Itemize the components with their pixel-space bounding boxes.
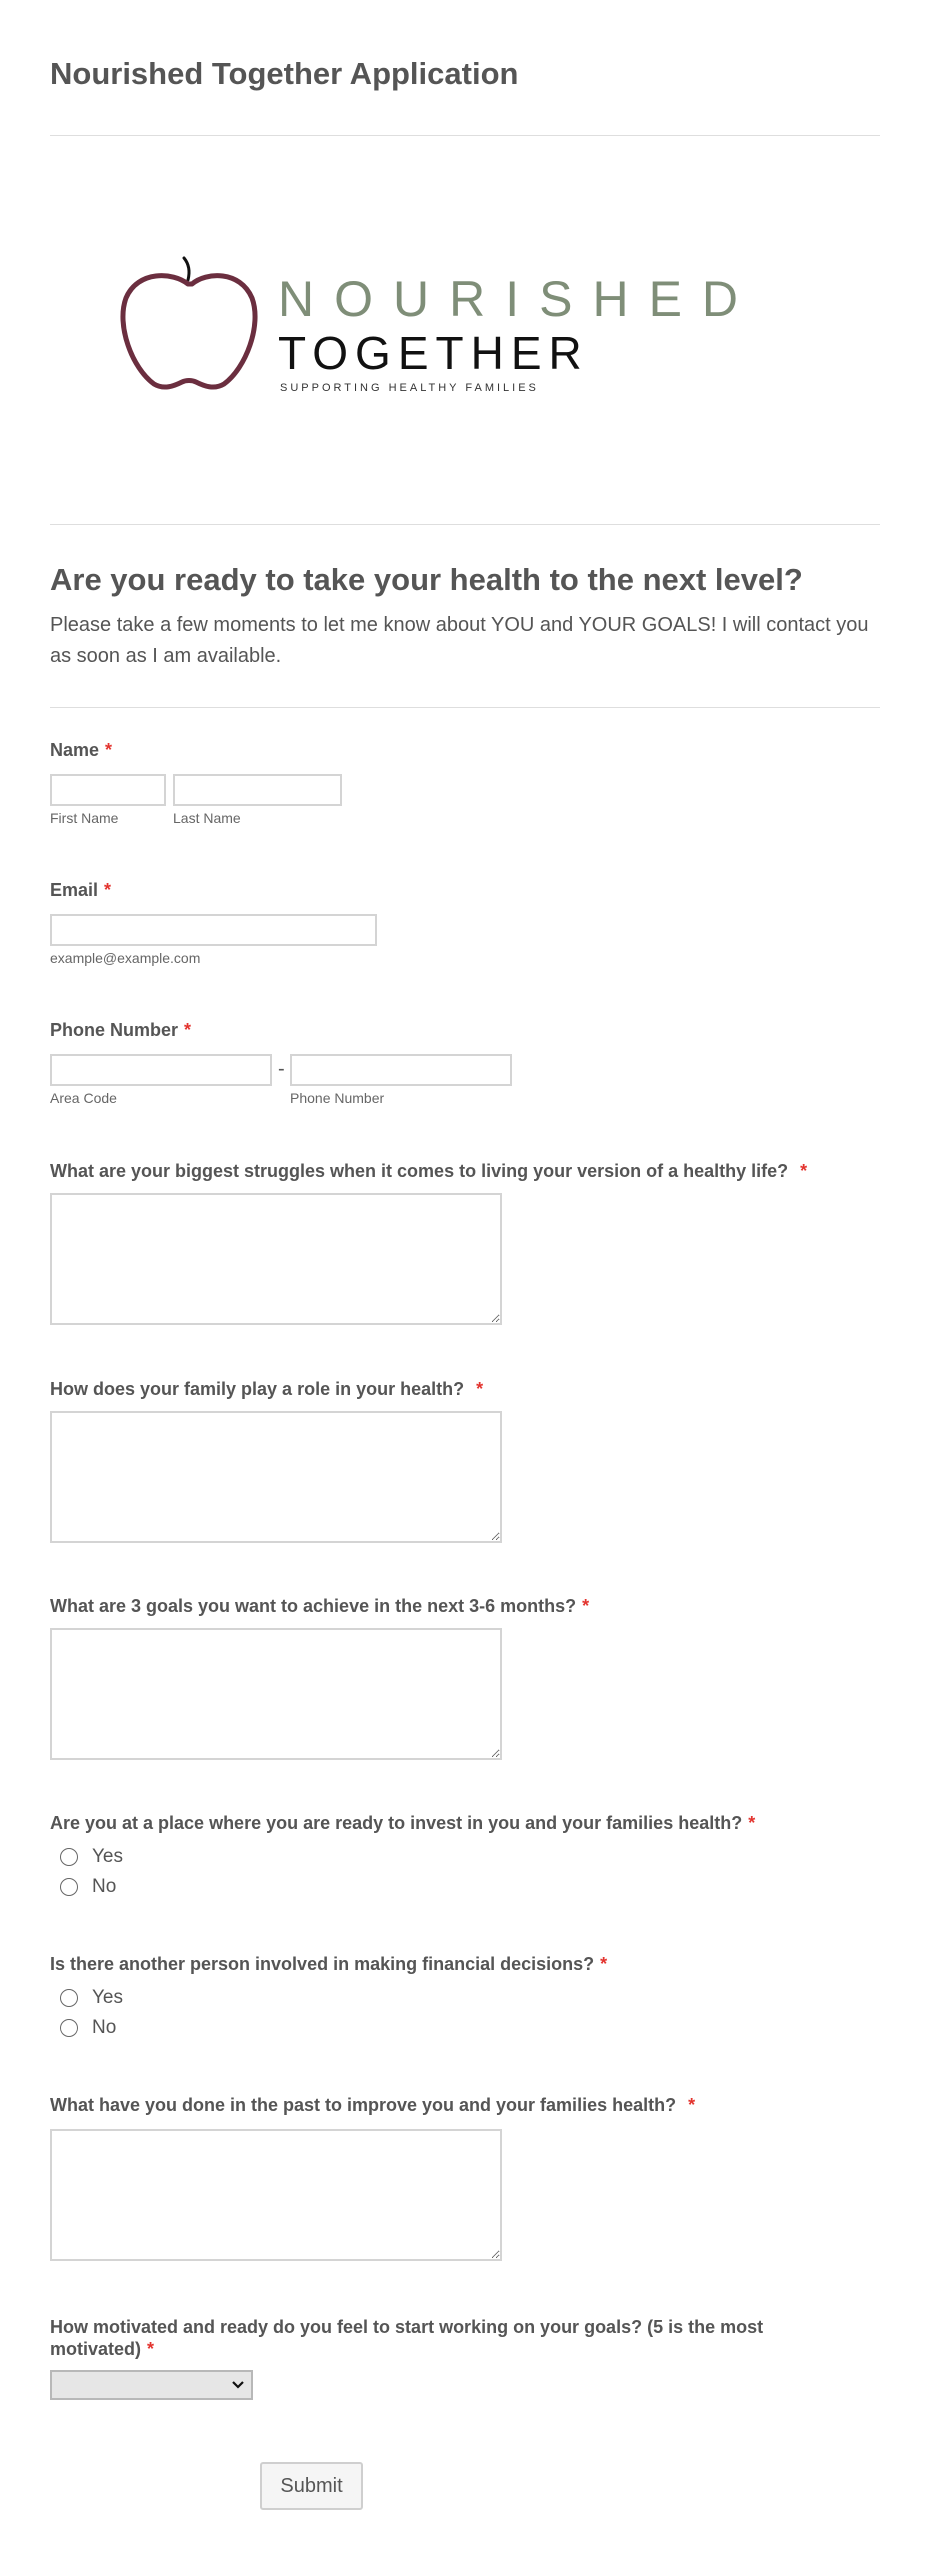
logo-tagline: SUPPORTING HEALTHY FAMILIES — [280, 382, 539, 394]
required-marker: * — [600, 1954, 608, 1974]
last-name-input[interactable] — [173, 774, 342, 806]
required-marker: * — [688, 2095, 696, 2115]
logo-line1: NOURISHED — [278, 271, 759, 327]
nourished-together-logo — [118, 250, 758, 410]
struggles-label: What are your biggest struggles when it comes to living your version of a healthy life? * — [50, 1161, 808, 1181]
name-label: Name * — [50, 740, 113, 760]
radio-label: Yes — [92, 1987, 123, 2008]
family-role-textarea[interactable] — [50, 1411, 502, 1543]
past-efforts-label: What have you done in the past to improve you and your families health? * — [50, 2095, 696, 2115]
motivation-label: How motivated and ready do you feel to start working on your goals? (5 is the most motivated) * — [50, 2317, 764, 2359]
invest-option-no[interactable] — [50, 1874, 116, 1900]
required-marker: * — [147, 2339, 155, 2359]
divider — [50, 524, 880, 525]
required-marker: * — [184, 1020, 192, 1040]
email-input[interactable] — [50, 914, 377, 946]
logo-line2: TOGETHER — [278, 327, 589, 379]
phone-number-sublabel: Phone Number — [290, 1090, 385, 1106]
divider — [50, 135, 880, 136]
phone-label: Phone Number * — [50, 1020, 192, 1040]
goals-textarea[interactable] — [50, 1628, 502, 1760]
required-marker: * — [476, 1379, 484, 1399]
first-name-input[interactable] — [50, 774, 166, 806]
invest-option-yes[interactable] — [50, 1844, 123, 1870]
radio-button[interactable] — [60, 1989, 78, 2007]
last-name-sublabel: Last Name — [173, 810, 241, 826]
divider — [50, 707, 880, 708]
motivation-select[interactable] — [50, 2370, 253, 2400]
required-marker: * — [800, 1161, 808, 1181]
area-code-sublabel: Area Code — [50, 1090, 117, 1106]
radio-label: No — [92, 1876, 117, 1897]
email-label: Email * — [50, 880, 112, 900]
radio-button[interactable] — [60, 1878, 78, 1896]
phone-separator: - — [278, 1058, 285, 1080]
required-marker: * — [582, 1596, 590, 1616]
invest-label: Are you at a place where you are ready to invest in you and your families health? * — [50, 1813, 756, 1833]
financial-option-no[interactable] — [50, 2015, 116, 2041]
submit-button[interactable]: Submit — [260, 2462, 363, 2510]
family-role-label: How does your family play a role in your health? * — [50, 1379, 484, 1399]
email-hint: example@example.com — [50, 950, 201, 966]
first-name-sublabel: First Name — [50, 810, 119, 826]
chevron-down-icon — [231, 2380, 245, 2390]
struggles-textarea[interactable] — [50, 1193, 502, 1325]
phone-number-input[interactable] — [290, 1054, 512, 1086]
radio-label: No — [92, 2017, 117, 2038]
radio-label: Yes — [92, 1846, 123, 1867]
section-subheading: Please take a few moments to let me know about YOU and YOUR GOALS! I will contact you as soon as I am available. — [50, 614, 869, 667]
required-marker: * — [104, 880, 112, 900]
area-code-input[interactable] — [50, 1054, 272, 1086]
goals-label: What are 3 goals you want to achieve in the next 3-6 months? * — [50, 1596, 590, 1616]
financial-option-yes[interactable] — [50, 1985, 123, 2011]
financial-label: Is there another person involved in making financial decisions? * — [50, 1954, 608, 1974]
past-efforts-textarea[interactable] — [50, 2129, 502, 2261]
radio-button[interactable] — [60, 1848, 78, 1866]
radio-button[interactable] — [60, 2019, 78, 2037]
apple-icon — [118, 250, 268, 400]
section-heading: Are you ready to take your health to the next level? — [50, 562, 803, 597]
required-marker: * — [105, 740, 113, 760]
form-title: Nourished Together Application — [50, 56, 519, 91]
required-marker: * — [748, 1813, 756, 1833]
